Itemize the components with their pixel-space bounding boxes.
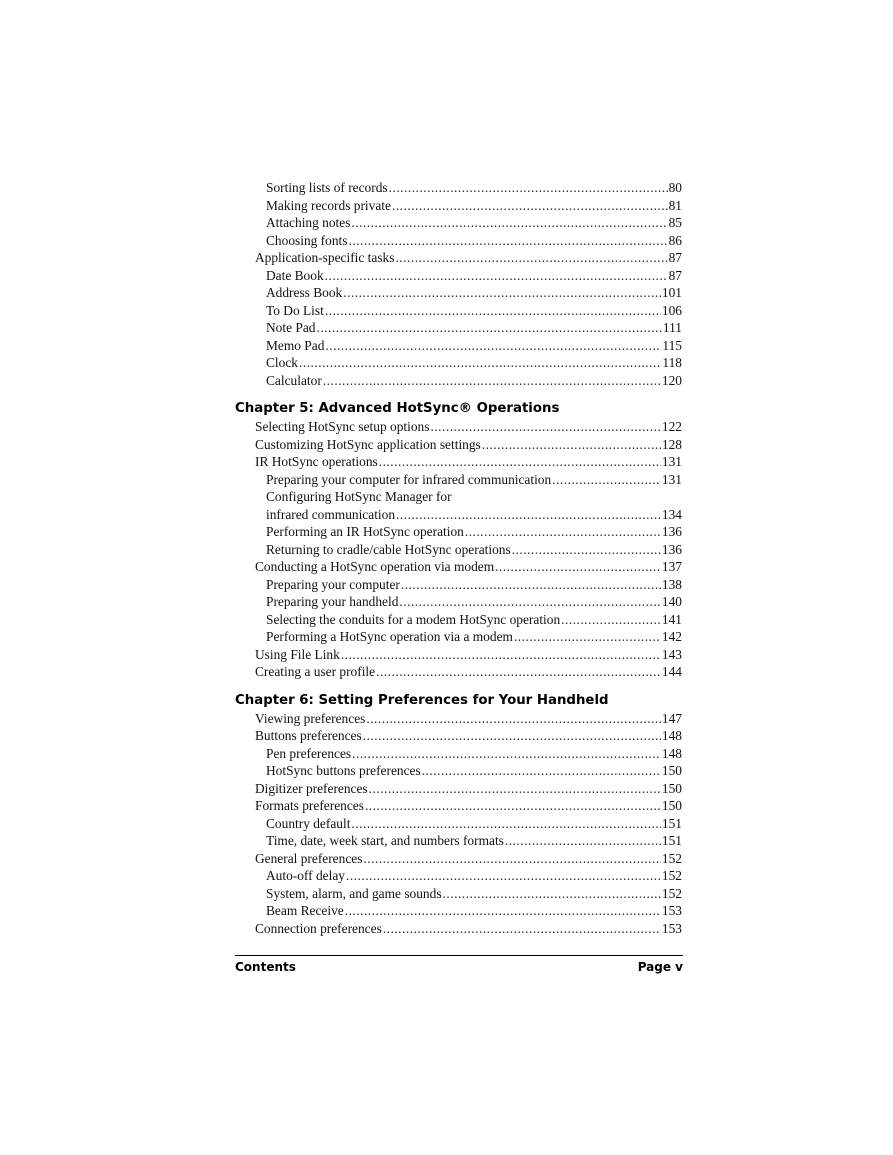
toc-entry-title-line[interactable]: Configuring HotSync Manager for xyxy=(266,489,452,504)
toc-page-number: 144 xyxy=(661,664,682,679)
table-of-contents xyxy=(235,179,682,937)
toc-entry[interactable] xyxy=(235,302,682,320)
toc-page-number: 147 xyxy=(661,710,682,726)
toc-page-number: 87 xyxy=(668,267,682,283)
toc-entry[interactable] xyxy=(235,628,682,646)
toc-leader xyxy=(376,663,661,681)
toc-entry-title: Performing a HotSync operation via a modem xyxy=(266,629,513,644)
toc-entry[interactable] xyxy=(235,319,682,337)
toc-entry-title: Digitizer preferences xyxy=(255,780,368,796)
toc-leader xyxy=(351,815,660,833)
toc-entry-title: HotSync buttons preferences xyxy=(266,763,421,778)
toc-page-number: 80 xyxy=(668,180,682,195)
toc-page-number: 120 xyxy=(661,372,682,388)
toc-entry-title: Beam Receive xyxy=(266,903,344,918)
toc-leader xyxy=(325,302,661,320)
toc-leader xyxy=(465,523,661,541)
toc-entry-title: Preparing your computer xyxy=(266,576,400,592)
toc-entry-title: Sorting lists of records xyxy=(266,180,388,195)
toc-leader xyxy=(552,471,661,489)
toc-page-number: 81 xyxy=(668,197,682,213)
toc-entry-title: Choosing fonts xyxy=(266,232,348,248)
toc-page-number: 128 xyxy=(661,436,682,452)
toc-leader xyxy=(512,541,661,559)
toc-entry[interactable] xyxy=(235,179,682,197)
toc-entry-title: Application-specific tasks xyxy=(255,250,395,265)
toc-entry-title: Selecting HotSync setup options xyxy=(255,419,430,434)
toc-leader xyxy=(482,436,661,454)
toc-leader xyxy=(325,267,668,285)
toc-leader xyxy=(343,284,661,302)
toc-page-number: 148 xyxy=(661,745,682,761)
toc-page-number: 106 xyxy=(661,302,682,318)
toc-entry-title: Preparing your computer for infrared communication xyxy=(266,471,552,487)
toc-entry[interactable] xyxy=(235,902,682,920)
toc-page-number: 152 xyxy=(661,885,682,901)
toc-entry[interactable] xyxy=(235,920,682,938)
toc-entry-title: Calculator xyxy=(266,372,322,388)
toc-page-number: 151 xyxy=(661,833,682,848)
toc-entry-title: To Do List xyxy=(266,302,324,318)
toc-entry-title: General preferences xyxy=(255,850,363,866)
toc-page-number: 140 xyxy=(661,594,682,609)
toc-leader xyxy=(392,197,668,215)
toc-leader xyxy=(299,354,661,372)
toc-entry[interactable] xyxy=(235,710,682,728)
toc-page-number: 131 xyxy=(661,454,682,469)
toc-entry-title: Memo Pad xyxy=(266,337,325,353)
toc-entry[interactable] xyxy=(235,558,682,576)
toc-entry-title: Selecting the conduits for a modem HotSync operation xyxy=(266,611,561,627)
toc-leader xyxy=(348,232,667,250)
toc-entry[interactable] xyxy=(235,214,682,232)
toc-entry-title: Auto-off delay xyxy=(266,868,345,883)
toc-page-number: 150 xyxy=(661,763,682,778)
toc-leader xyxy=(369,780,661,798)
toc-leader xyxy=(395,249,667,267)
toc-page-number: 150 xyxy=(661,798,682,813)
toc-page-number: 85 xyxy=(668,215,682,230)
toc-page-number: 136 xyxy=(661,524,682,539)
toc-leader xyxy=(422,762,661,780)
toc-leader xyxy=(379,453,661,471)
toc-leader xyxy=(351,214,667,232)
toc-entry[interactable] xyxy=(235,337,682,355)
toc-entry-title: Formats preferences xyxy=(255,798,364,813)
toc-entry[interactable] xyxy=(235,453,682,471)
toc-entry[interactable] xyxy=(235,780,682,798)
toc-page-number: 142 xyxy=(661,629,682,644)
toc-entry-title: Attaching notes xyxy=(266,215,351,230)
toc-leader xyxy=(514,628,661,646)
toc-leader xyxy=(346,867,661,885)
toc-page-number: 87 xyxy=(668,250,682,265)
toc-entry-title: Customizing HotSync application settings xyxy=(255,436,481,452)
toc-page-number: 152 xyxy=(661,868,682,883)
toc-leader xyxy=(365,797,661,815)
toc-leader xyxy=(341,646,661,664)
chapter-6-heading[interactable]: Chapter 6: Setting Preferences for Your Handheld xyxy=(235,692,609,708)
toc-page-number: 152 xyxy=(661,850,682,866)
toc-leader xyxy=(383,920,661,938)
toc-leader xyxy=(363,850,660,868)
toc-entry-title: Time, date, week start, and numbers formats xyxy=(266,833,504,848)
toc-leader xyxy=(389,179,668,197)
toc-leader xyxy=(505,832,661,850)
toc-entry[interactable] xyxy=(235,745,682,763)
toc-entry[interactable] xyxy=(235,815,682,833)
toc-leader xyxy=(396,506,661,524)
toc-entry-title: System, alarm, and game sounds xyxy=(266,885,442,901)
page-footer xyxy=(235,955,683,974)
toc-entry-title: Performing an IR HotSync operation xyxy=(266,524,464,539)
toc-entry[interactable] xyxy=(235,232,682,250)
toc-entry-title: Returning to cradle/cable HotSync operations xyxy=(266,541,511,557)
toc-entry-title: IR HotSync operations xyxy=(255,454,378,469)
toc-entry[interactable] xyxy=(235,372,682,390)
toc-page-number: 138 xyxy=(661,576,682,592)
toc-entry[interactable] xyxy=(235,541,682,559)
toc-leader xyxy=(325,337,661,355)
toc-entry-title: Country default xyxy=(266,815,351,831)
toc-entry-title: Making records private xyxy=(266,197,391,213)
toc-page-number: 137 xyxy=(661,559,682,574)
toc-entry-title: Creating a user profile xyxy=(255,664,376,679)
toc-leader xyxy=(366,710,661,728)
toc-entry[interactable] xyxy=(235,832,682,850)
toc-entry-title: Clock xyxy=(266,355,298,370)
toc-leader xyxy=(561,611,661,629)
toc-page-number: 153 xyxy=(661,903,682,918)
toc-page-number: 86 xyxy=(668,232,682,248)
toc-entry-title: Address Book xyxy=(266,285,343,300)
toc-entry[interactable] xyxy=(235,576,682,594)
toc-entry-title: Buttons preferences xyxy=(255,728,362,743)
toc-entry[interactable] xyxy=(235,354,682,372)
toc-page-number: 118 xyxy=(662,355,682,370)
toc-entry[interactable] xyxy=(235,593,682,611)
toc-leader xyxy=(323,372,661,390)
toc-entry[interactable] xyxy=(235,611,682,629)
toc-leader xyxy=(430,418,660,436)
toc-leader xyxy=(352,745,661,763)
toc-entry-title: infrared communication xyxy=(266,506,396,522)
toc-page-number: 141 xyxy=(661,611,682,627)
toc-page-number: 151 xyxy=(661,815,682,831)
toc-page-number: 136 xyxy=(661,541,682,557)
toc-entry[interactable] xyxy=(235,523,682,541)
toc-page-number: 131 xyxy=(661,471,682,487)
toc-page-number: 148 xyxy=(661,728,682,743)
toc-entry[interactable] xyxy=(235,197,682,215)
toc-entry-title: Viewing preferences xyxy=(255,710,366,726)
toc-leader xyxy=(345,902,661,920)
toc-entry[interactable] xyxy=(235,471,682,489)
toc-entry[interactable] xyxy=(235,506,682,524)
toc-page-number: 150 xyxy=(661,780,682,796)
toc-leader xyxy=(401,576,661,594)
toc-entry-title: Preparing your handheld xyxy=(266,594,399,609)
footer-page-number: Page v xyxy=(637,960,683,974)
toc-entry[interactable] xyxy=(235,727,682,745)
toc-entry[interactable] xyxy=(235,646,682,664)
toc-entry-title: Using File Link xyxy=(255,646,340,662)
toc-page-number: 111 xyxy=(662,320,682,335)
toc-leader xyxy=(443,885,661,903)
toc-page-number: 134 xyxy=(661,506,682,522)
toc-entry-title: Date Book xyxy=(266,267,324,283)
toc-leader xyxy=(399,593,661,611)
toc-entry[interactable] xyxy=(235,267,682,285)
toc-leader xyxy=(363,727,661,745)
toc-entry-title: Conducting a HotSync operation via modem xyxy=(255,559,495,574)
toc-entry[interactable] xyxy=(235,418,682,436)
chapter-5-heading[interactable]: Chapter 5: Advanced HotSync® Operations xyxy=(235,401,560,416)
toc-page-number: 153 xyxy=(661,920,682,936)
toc-entry-title: Note Pad xyxy=(266,320,316,335)
toc-entry[interactable] xyxy=(235,867,682,885)
footer-section-label: Contents xyxy=(235,960,296,974)
toc-entry[interactable] xyxy=(235,885,682,903)
toc-page-number: 101 xyxy=(661,285,682,300)
toc-entry[interactable] xyxy=(235,436,682,454)
toc-page-number: 143 xyxy=(661,646,682,662)
toc-entry[interactable] xyxy=(235,850,682,868)
toc-entry[interactable] xyxy=(235,284,682,302)
toc-entry-title: Connection preferences xyxy=(255,920,382,936)
toc-entry[interactable] xyxy=(235,797,682,815)
toc-entry-title: Pen preferences xyxy=(266,745,352,761)
toc-page-number: 122 xyxy=(661,419,682,434)
toc-leader xyxy=(495,558,661,576)
toc-leader xyxy=(316,319,661,337)
toc-entry[interactable] xyxy=(235,663,682,681)
toc-entry[interactable] xyxy=(235,762,682,780)
toc-entry[interactable] xyxy=(235,249,682,267)
toc-page-number: 115 xyxy=(662,337,682,353)
